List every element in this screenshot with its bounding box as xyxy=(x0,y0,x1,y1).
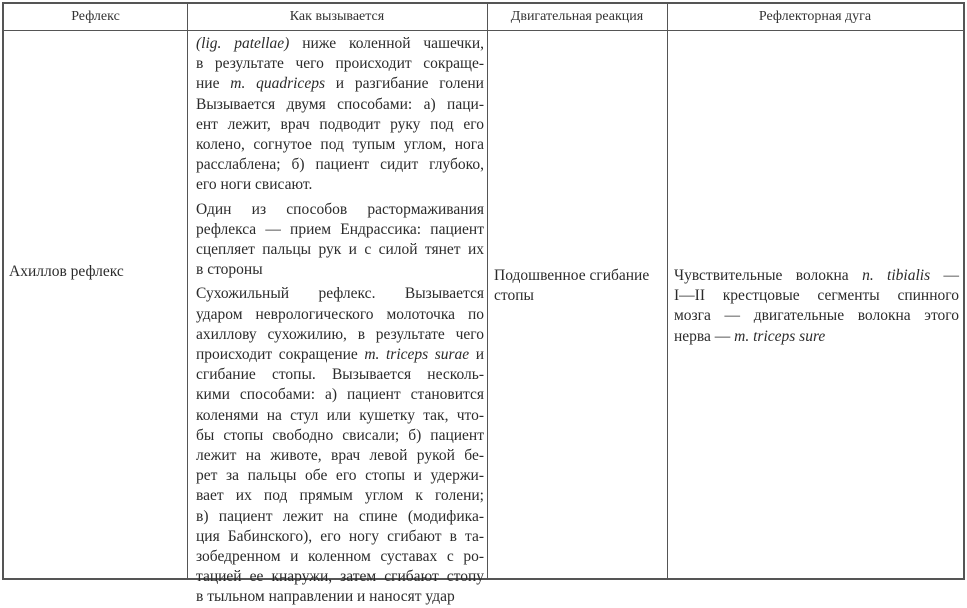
text-line xyxy=(196,240,484,260)
latin-term: (lig. patellae) xyxy=(196,35,290,52)
text-segment: кими способами: а) пациент становится xyxy=(196,386,484,404)
latin-term: m. quadriceps xyxy=(230,75,325,93)
latin-term: m. triceps surae xyxy=(364,346,470,364)
text-segment: Вызывается двумя способами: а) паци- xyxy=(196,95,484,113)
reflex-table xyxy=(2,2,965,606)
text-line xyxy=(196,115,484,135)
text-line xyxy=(196,54,484,74)
text-segment: ударом неврологического молоточка по xyxy=(196,305,484,323)
text-segment: мозга — двигательные волокна этого xyxy=(674,307,959,325)
text-line xyxy=(196,486,484,506)
column-divider xyxy=(187,4,188,578)
text-line xyxy=(196,34,484,54)
text-segment: ция Бабинского), его ногу сгибают в та- xyxy=(196,527,484,545)
latin-term: m. triceps sure xyxy=(734,327,826,345)
text-line xyxy=(196,200,484,220)
text-segment: рет за пальцы обе его стопы и удержи- xyxy=(196,467,484,485)
text-segment: в) пациент лежит на спине (модифика- xyxy=(196,507,484,525)
text-segment: его ноги свисают. xyxy=(196,176,313,194)
text-line xyxy=(196,426,484,446)
how-called-column xyxy=(196,34,484,608)
paragraph xyxy=(196,200,484,281)
text-segment: бы стопы свободно свисали; б) пациент xyxy=(196,426,484,444)
text-segment: коленями на стул или кушетку так, что- xyxy=(196,406,484,424)
table-row-how-called xyxy=(196,284,484,607)
reflex-arc-achilles xyxy=(674,266,959,347)
text-line: Подошвенное сгибание xyxy=(494,267,650,284)
reflex-name-achilles: Ахиллов рефлекс xyxy=(9,263,124,280)
text-line xyxy=(196,155,484,175)
column-divider xyxy=(487,4,488,578)
text-segment: Сухожильный рефлекс. Вызывается xyxy=(196,285,484,303)
text-line xyxy=(196,466,484,486)
text-line xyxy=(196,74,484,94)
text-segment: зобедренном и коленном суставах с ро- xyxy=(196,548,484,566)
text-segment: I—II крестцовые сегменты спинного xyxy=(674,287,959,305)
text-segment: в результате чего происходит сокраще- xyxy=(196,55,484,73)
text-line xyxy=(196,135,484,155)
text-segment: происходит сокращение xyxy=(196,346,365,364)
text-segment: лежит на животе, врач левой рукой бе- xyxy=(196,447,484,465)
text-segment: тацией ее кнаружи, затем сгибают стопу xyxy=(196,568,484,586)
paragraph xyxy=(196,284,484,607)
text-segment: и xyxy=(469,346,484,364)
text-segment: Один из способов растормаживания xyxy=(196,200,484,218)
motor-response-achilles xyxy=(494,266,664,306)
text-line xyxy=(196,95,484,115)
text-segment: вает их под прямым углом к голени; xyxy=(196,487,484,505)
text-line xyxy=(196,345,484,365)
text-segment: — xyxy=(930,267,959,284)
text-line xyxy=(196,260,484,280)
paragraph xyxy=(196,34,484,196)
text-segment: ент лежит, врач подводит руку под его xyxy=(196,115,484,133)
text-line xyxy=(196,406,484,426)
text-line xyxy=(196,507,484,527)
text-segment: и разгибание голени xyxy=(324,75,484,93)
header-how-called: Как вызывается xyxy=(289,9,385,24)
text-segment: колено, согнутое под тупым углом, нога xyxy=(196,136,484,154)
header-reflex: Рефлекс xyxy=(71,9,120,24)
column-divider xyxy=(667,4,668,578)
latin-term: n. tibialis xyxy=(862,267,931,284)
header-reflex-arc: Рефлекторная дуга xyxy=(758,9,872,24)
text-segment: сцепляет пальцы рук и с силой тянет их xyxy=(196,241,484,259)
text-segment: рефлекса — прием Ендрассика: пациент xyxy=(196,220,484,238)
text-segment: ахиллову сухожилию, в результате чего xyxy=(196,325,484,343)
text-line xyxy=(674,327,959,347)
text-segment: в стороны xyxy=(196,261,263,279)
table-row-how-called xyxy=(196,34,484,280)
text-line xyxy=(674,266,959,286)
text-segment: в тыльном направлении и наносят удар xyxy=(196,588,455,606)
text-segment: Чувствительные волокна xyxy=(674,267,863,284)
text-line xyxy=(196,547,484,567)
text-segment: сгибание стопы. Вызывается несколь- xyxy=(196,366,484,384)
text-segment: ние xyxy=(196,75,231,93)
text-line xyxy=(674,306,959,326)
text-line xyxy=(196,446,484,466)
text-line xyxy=(196,220,484,240)
text-line: стопы xyxy=(494,287,534,305)
text-line xyxy=(196,305,484,325)
text-segment: расслаблена; б) пациент сидит глубоко, xyxy=(196,156,484,174)
text-line xyxy=(196,567,484,587)
text-line xyxy=(196,284,484,304)
header-motor-response: Двигательная реакция xyxy=(510,9,644,24)
text-line xyxy=(196,365,484,385)
text-line xyxy=(196,587,484,607)
text-line xyxy=(196,527,484,547)
text-segment: ниже коленной чашечки, xyxy=(289,35,484,52)
text-line xyxy=(196,325,484,345)
text-line xyxy=(674,286,959,306)
text-line xyxy=(196,385,484,405)
text-segment: нерва — xyxy=(674,327,735,345)
text-line xyxy=(196,175,484,195)
